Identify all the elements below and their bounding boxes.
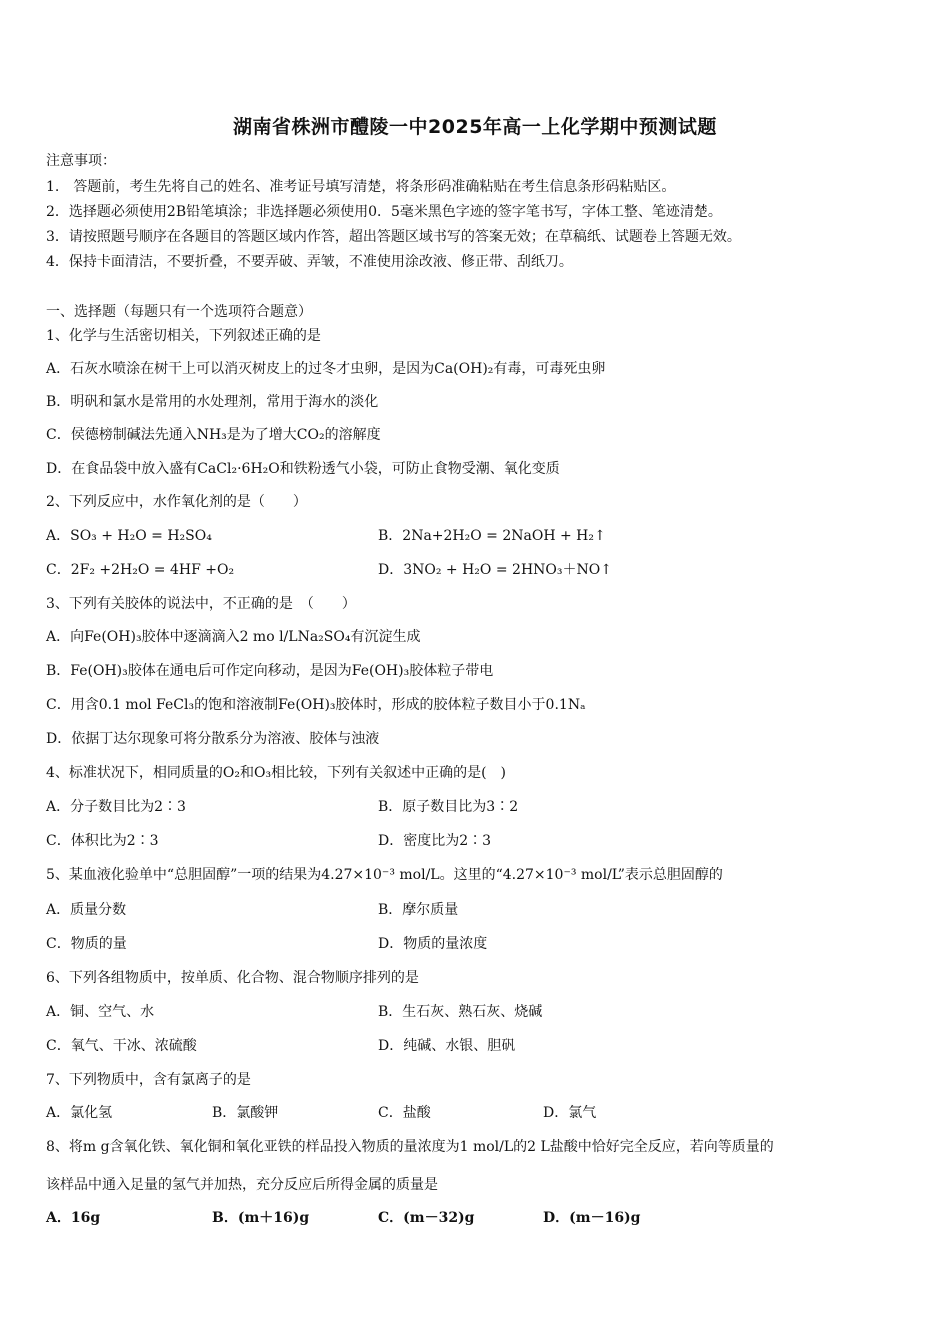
q5-option-b: B．摩尔质量 [378,902,459,918]
q4-option-c: C．体积比为2∶3 [46,833,159,849]
q8-stem-continued: 该样品中通入足量的氢气并加热，充分反应后所得金属的质量是 [46,1177,438,1193]
q1-option-a: A．石灰水喷涂在树干上可以消灭树皮上的过冬才虫卵，是因为Ca(OH)₂有毒，可毒死虫卵 [46,361,606,377]
q4-stem: 4、标准状况下，相同质量的O₂和O₃相比较，下列有关叙述中正确的是( ) [46,765,507,781]
q1-option-b: B．明矾和氯水是常用的水处理剂，常用于海水的淡化 [46,394,379,410]
q7-stem: 7、下列物质中，含有氯离子的是 [46,1072,251,1088]
notice-item: 1. 答题前，考生先将自己的姓名、准考证号填写清楚，将条形码准确粘贴在考生信息条形码粘贴区。 [46,179,676,195]
notice-item: 2．选择题必须使用2B铅笔填涂；非选择题必须使用0．5毫米黑色字迹的签字笔书写，字体工整、笔迹清楚。 [46,204,722,220]
q3-stem: 3、下列有关胶体的说法中，不正确的是 （ ） [46,596,356,612]
q2-stem: 2、下列反应中，水作氧化剂的是（ ） [46,494,307,510]
q8-option-c: C．(m－32)g [378,1210,475,1226]
q1-stem: 1、化学与生活密切相关，下列叙述正确的是 [46,328,321,344]
q3-option-c: C．用含0.1 mol FeCl₃的饱和溶液制Fe(OH)₃胶体时，形成的胶体粒子数目小于0.1Nₐ [46,697,586,713]
q3-option-d: D．依据丁达尔现象可将分散系分为溶液、胶体与浊液 [46,731,380,747]
q6-option-a: A．铜、空气、水 [46,1004,155,1020]
page-title: 湖南省株洲市醴陵一中2025年高一上化学期中预测试题 [233,116,717,138]
q4-option-a: A．分子数目比为2∶3 [46,799,186,815]
q1-option-c: C．侯德榜制碱法先通入NH₃是为了增大CO₂的溶解度 [46,427,381,443]
section-heading: 一、选择题（每题只有一个选项符合题意） [46,304,312,320]
q7-option-d: D．氯气 [543,1105,597,1121]
notice-item: 4．保持卡面清洁，不要折叠，不要弄破、弄皱，不准使用涂改液、修正带、刮纸刀。 [46,254,573,270]
q6-option-d: D．纯碱、水银、胆矾 [378,1038,516,1054]
q2-option-c: C．2F₂ +2H₂O = 4HF +O₂ [46,562,235,578]
q8-stem: 8、将m g含氧化铁、氧化铜和氧化亚铁的样品投入物质的量浓度为1 mol/L的2 L盐酸中恰好完全反应，若向等质量的 [46,1139,774,1155]
q2-option-d: D．3NO₂ + H₂O = 2HNO₃＋NO↑ [378,562,612,578]
notice-heading: 注意事项： [46,153,116,169]
q3-option-a: A．向Fe(OH)₃胶体中逐滴滴入2 mo l/LNa₂SO₄有沉淀生成 [46,629,421,645]
q8-option-b: B．(m＋16)g [212,1210,310,1226]
notice-item: 3．请按照题号顺序在各题目的答题区域内作答，超出答题区域书写的答案无效；在草稿纸、试题卷上答题无效。 [46,229,741,245]
q3-option-b: B．Fe(OH)₃胶体在通电后可作定向移动，是因为Fe(OH)₃胶体粒子带电 [46,663,494,679]
q2-option-b: B．2Na+2H₂O = 2NaOH + H₂↑ [378,528,606,544]
q5-option-c: C．物质的量 [46,936,127,952]
q6-stem: 6、下列各组物质中，按单质、化合物、混合物顺序排列的是 [46,970,419,986]
q5-option-a: A．质量分数 [46,902,127,918]
q6-option-b: B．生石灰、熟石灰、烧碱 [378,1004,543,1020]
q5-option-d: D．物质的量浓度 [378,936,488,952]
q7-option-a: A．氯化氢 [46,1105,113,1121]
q7-option-b: B．氯酸钾 [212,1105,279,1121]
q7-option-c: C．盐酸 [378,1105,431,1121]
q8-option-a: A．16g [46,1210,101,1226]
q8-option-d: D．(m－16)g [543,1210,641,1226]
q1-option-d: D．在食品袋中放入盛有CaCl₂·6H₂O和铁粉透气小袋，可防止食物受潮、氧化变质 [46,461,560,477]
q4-option-d: D．密度比为2∶3 [378,833,492,849]
q6-option-c: C．氧气、干冰、浓硫酸 [46,1038,197,1054]
q4-option-b: B．原子数目比为3∶2 [378,799,519,815]
q2-option-a: A．SO₃ + H₂O = H₂SO₄ [46,528,212,544]
q5-stem: 5、某血液化验单中“总胆固醇”一项的结果为4.27×10⁻³ mol/L。这里的“4.27×10⁻³ mol/L”表示总胆固醇的 [46,867,723,883]
